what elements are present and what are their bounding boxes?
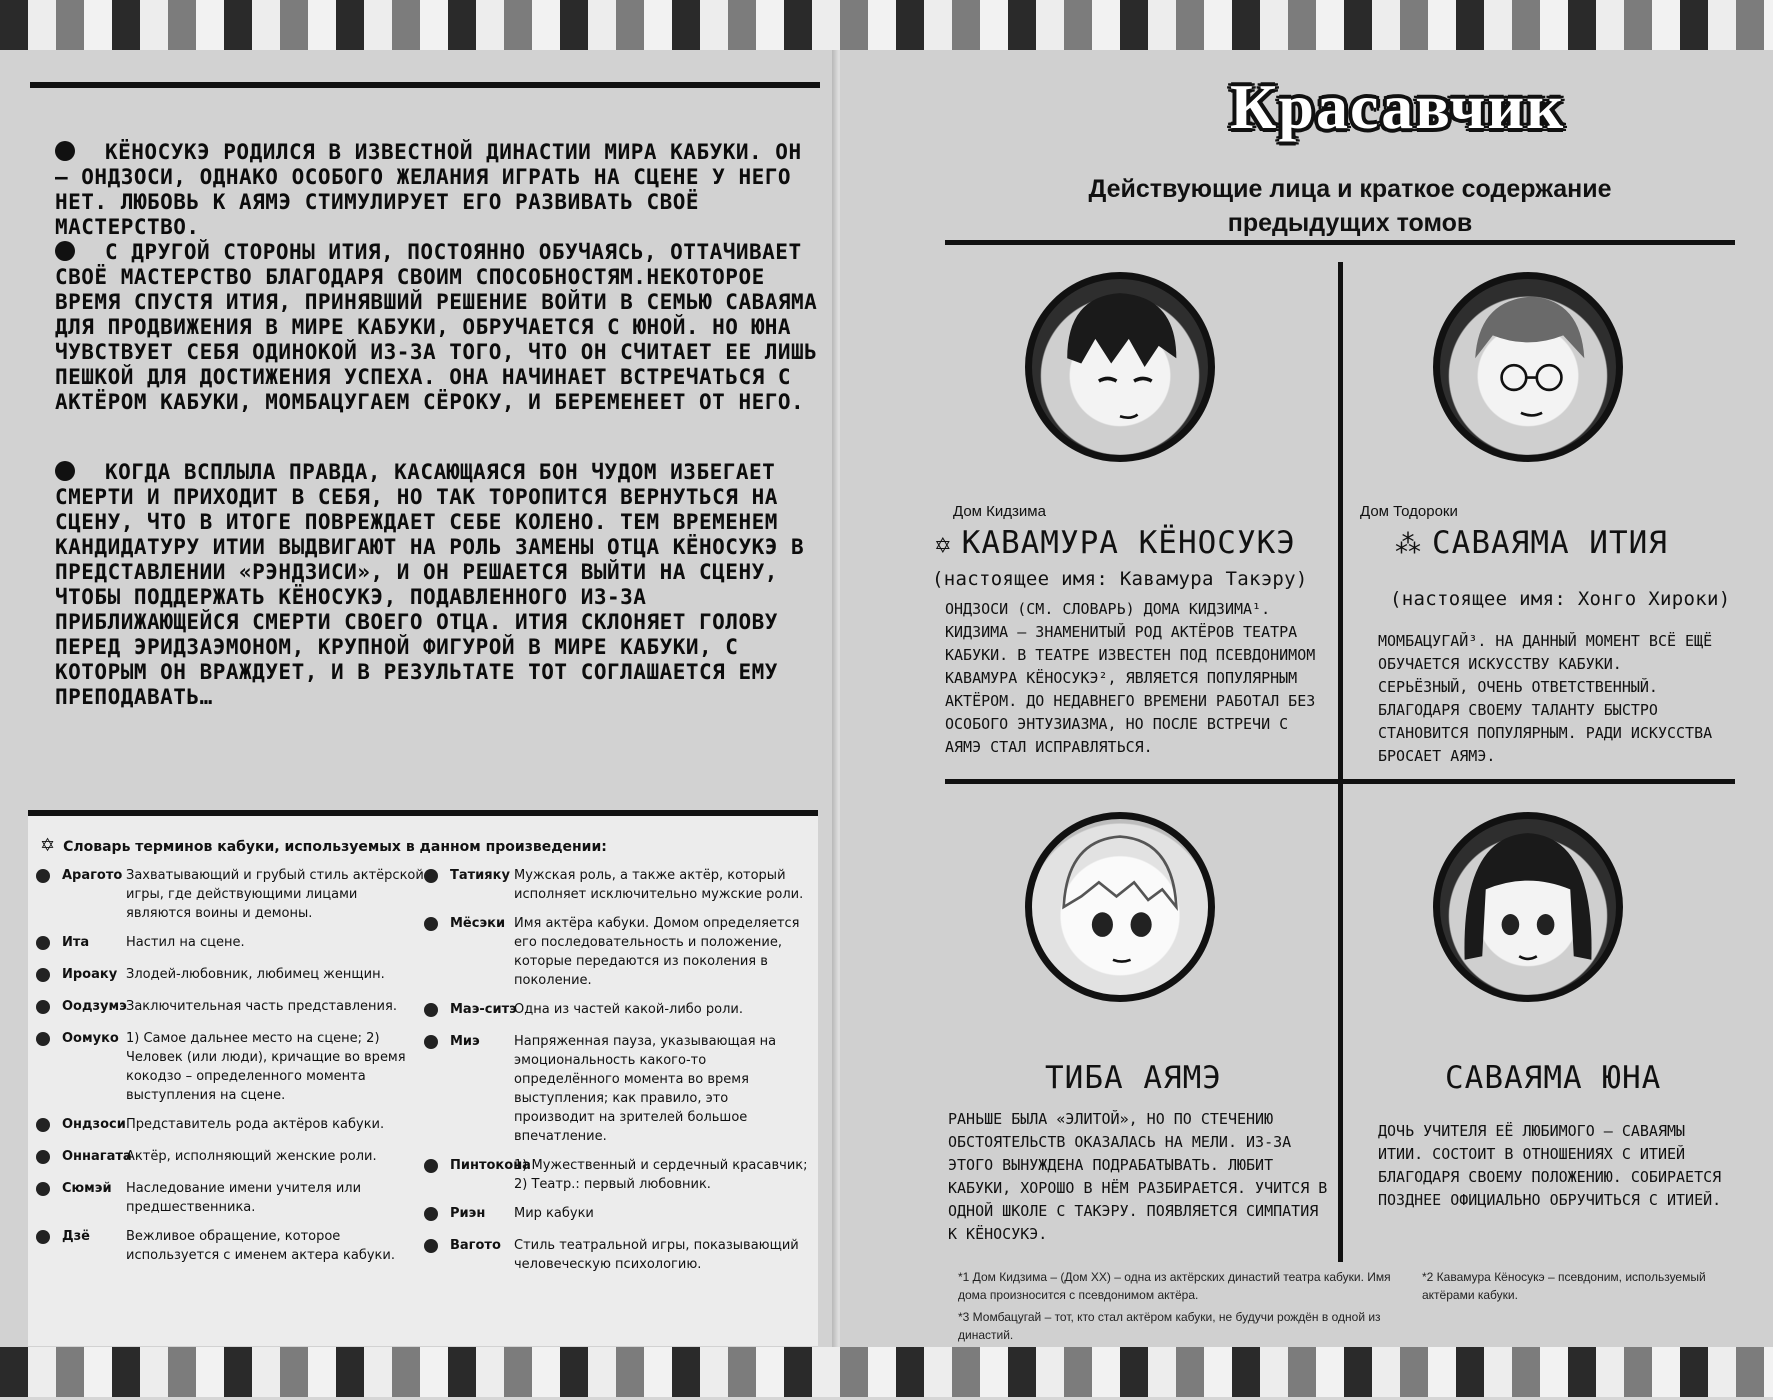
bullet-icon bbox=[36, 968, 50, 982]
bullet-icon bbox=[36, 1032, 50, 1046]
glossary-item: Дзё Вежливое обращение, которое используется с именем актера кабуки. bbox=[34, 1227, 424, 1265]
yuna-portrait bbox=[1433, 812, 1623, 1002]
character-description: ОНДЗОСИ (СМ. СЛОВАРЬ) ДОМА КИДЗИМА¹. КИДЗИМА – ЗНАМЕНИТЫЙ РОД АКТЁРОВ ТЕАТРА КАБУКИ. В ТЕАТРЕ ИЗВЕСТЕН ПОД ПСЕВДОНИМОМ КАВАМУРА КЁНОСУКЭ², ЯВЛЯЕТСЯ ПОПУЛЯРНЫМ АКТЁРОМ. ДО НЕДАВНЕГО ВРЕМЕНИ РАБОТАЛ БЕЗ ОСОБОГО ЭНТУЗИАЗМА, НО ПОСЛЕ ВСТРЕЧИ С АЯМЭ СТАЛ ИСПРАВЛЯТЬСЯ. bbox=[945, 600, 1316, 756]
bullet-icon bbox=[424, 1003, 438, 1017]
bullet-icon bbox=[424, 1239, 438, 1253]
glossary-column-1 bbox=[34, 866, 424, 1275]
glossary-item: Миэ Напряженная пауза, указывающая на эмоциональность какого-то определённого момента во время выступления; как правило, это производит на зрителей большое впечатление. bbox=[422, 1032, 812, 1146]
paragraph-text: КОГДА ВСПЛЫЛА ПРАВДА, КАСАЮЩАЯСЯ БОН ЧУДОМ ИЗБЕГАЕТ СМЕРТИ И ПРИХОДИТ В СЕБЯ, НО ТАК ТОРОПИТСЯ ВЕРНУТЬСЯ НА СЦЕНУ, ЧТО В ИТОГЕ ПОВРЕЖДАЕТ СЕБЕ КОЛЕНО. ТЕМ ВРЕМЕНЕМ КАНДИДАТУРУ ИТИИ ВЫДВИГАЮТ НА РОЛЬ ЗАМЕНЫ ОТЦА КЁНОСУКЭ В ПРЕДСТАВЛЕНИИ «РЭНДЗИСИ», И ОН РЕШАЕТСЯ ВЫЙТИ НА СЦЕНУ, ЧТОБЫ ПОДДЕРЖАТЬ КЁНОСУКЭ, ПОДАВЛЕННОГО ИЗ-ЗА ПРИБЛИЖАЮЩЕЙСЯ СМЕРТИ СВОЕГО ОТЦА. ИТИЯ СКЛОНЯЕТ ГОЛОВУ ПЕРЕД ЭРИДЗАЭМОНОМ, КРУПНОЙ ФИГУРОЙ В МИРЕ КАБУКИ, С КОТОРЫМ ОН ВРАЖДУЕТ, И В РЕЗУЛЬТАТЕ ТОТ СОГЛАШАЕТСЯ ЕМУ ПРЕПОДАВАТЬ… bbox=[55, 460, 805, 709]
glossary-item: Вагото Стиль театральной игры, показывающий человеческую психологию. bbox=[422, 1236, 812, 1274]
footnote-1: *1 Дом Кидзима – (Дом XX) – одна из актёрских династий театра кабуки. Имя дома произносится с псевдонимом актёра. bbox=[958, 1270, 1391, 1302]
summary-paragraph-2 bbox=[55, 240, 825, 415]
paragraph-text: КЁНОСУКЭ РОДИЛСЯ В ИЗВЕСТНОЙ ДИНАСТИИ МИРА КАБУКИ. ОН – ОНДЗОСИ, ОДНАКО ОСОБОГО ЖЕЛАНИЯ ИГРАТЬ НА СЦЕНЕ У НЕГО НЕТ. ЛЮБОВЬ К АЯМЭ СТИМУЛИРУЕТ ЕГО РАЗВИВАТЬ СВОЁ МАСТЕРСТВО. bbox=[55, 140, 802, 239]
character-name-ayame: ТИБА АЯМЭ bbox=[1045, 1060, 1222, 1096]
glossary-item: Мёсэки Имя актёра кабуки. Домом определяется его последовательность и положение, которые передаются из поколения в поколение. bbox=[422, 914, 812, 990]
character-description: РАНЬШЕ БЫЛА «ЭЛИТОЙ», НО ПО СТЕЧЕНИЮ ОБСТОЯТЕЛЬСТВ ОКАЗАЛАСЬ НА МЕЛИ. ИЗ-ЗА ЭТОГО ВЫНУЖДЕНА ПОДРАБАТЫВАТЬ. ЛЮБИТ КАБУКИ, ХОРОШО В НЁМ РАЗБИРАЕТСЯ. УЧИТСЯ В ОДНОЙ ШКОЛЕ С ТАКЭРУ. ПОЯВЛЯЕТСЯ СИМПАТИЯ К КЁНОСУКЭ. bbox=[948, 1110, 1328, 1243]
bullet-icon bbox=[424, 917, 438, 931]
glossary-item: Ондзоси Представитель рода актёров кабуки. bbox=[34, 1115, 424, 1137]
character-name-itiya: ⁂ САВАЯМА ИТИЯ bbox=[1395, 525, 1668, 561]
house-label: Дом Тодороки bbox=[1360, 503, 1458, 520]
bullet-icon bbox=[36, 1118, 50, 1132]
glossary-item: Оодзумэ Заключительная часть представления. bbox=[34, 997, 424, 1019]
bullet-icon bbox=[36, 1230, 50, 1244]
kyonosuke-portrait bbox=[1025, 272, 1215, 462]
bullet-icon bbox=[55, 461, 75, 481]
house-label: Дом Кидзима bbox=[953, 503, 1046, 520]
yuna-face-icon bbox=[1440, 819, 1616, 995]
character-name-yuna: САВАЯМА ЮНА bbox=[1445, 1060, 1662, 1096]
star-crest-icon: ✡ bbox=[935, 530, 952, 560]
cross-rule-top bbox=[945, 240, 1735, 245]
bottom-pattern-border bbox=[0, 1347, 1773, 1397]
footnote-3: *3 Момбацугай – тот, кто стал актёром кабуки, не будучи рождён в одной из династий. bbox=[958, 1310, 1381, 1342]
summary-paragraph-3 bbox=[55, 460, 825, 710]
real-name: (настоящее имя: Хонго Хироки) bbox=[1390, 588, 1731, 610]
glossary-item: Риэн Мир кабуки bbox=[422, 1204, 812, 1226]
top-pattern-border bbox=[0, 0, 1773, 50]
glossary-item: Сюмэй Наследование имени учителя или предшественника. bbox=[34, 1179, 424, 1217]
bullet-icon bbox=[36, 1150, 50, 1164]
series-title: Красавчик bbox=[1230, 71, 1566, 142]
glossary-item: Ироаку Злодей-любовник, любимец женщин. bbox=[34, 965, 424, 987]
bullet-icon bbox=[424, 1159, 438, 1173]
glossary-item: Оомуко 1) Самое дальнее место на сцене; 2) Человек (или люди), кричащие во время кокодзо – определенного момента выступления на сцене. bbox=[34, 1029, 424, 1105]
itiya-portrait bbox=[1433, 272, 1623, 462]
section-subtitle: Действующие лица и краткое содержание предыдущих томов bbox=[1088, 175, 1612, 237]
glossary-title: ✡ Словарь терминов кабуки, используемых в данном произведении: bbox=[40, 835, 607, 856]
itiya-face-icon bbox=[1440, 279, 1616, 455]
ayame-face-icon bbox=[1032, 819, 1208, 995]
cross-rule-middle bbox=[945, 779, 1735, 784]
character-description: ДОЧЬ УЧИТЕЛЯ ЕЁ ЛЮБИМОГО — САВАЯМЫ ИТИИ. СОСТОИТ В ОТНОШЕНИЯХ С ИТИЕЙ БЛАГОДАРЯ СВОЕМУ ПОЛОЖЕНИЮ. СОБИРАЕТСЯ ПОЗДНЕЕ ОФИЦИАЛЬНО ОБРУЧИТЬСЯ С ИТИЕЙ. bbox=[1378, 1122, 1722, 1209]
summary-paragraph-1 bbox=[55, 140, 825, 240]
glossary-item: Ита Настил на сцене. bbox=[34, 933, 424, 955]
kyonosuke-face-icon bbox=[1032, 279, 1208, 455]
footnote-2: *2 Кавамура Кёносукэ – псевдоним, используемый актёрами кабуки. bbox=[1422, 1270, 1706, 1302]
glossary-item: Татияку Мужская роль, а также актёр, который исполняет исключительно мужские роли. bbox=[422, 866, 812, 904]
character-description: МОМБАЦУГАЙ³. НА ДАННЫЙ МОМЕНТ ВСЁ ЕЩЁ ОБУЧАЕТСЯ ИСКУССТВУ КАБУКИ. СЕРЬЁЗНЫЙ, ОЧЕНЬ ОТВЕТСТВЕННЫЙ. БЛАГОДАРЯ СВОЕМУ ТАЛАНТУ БЫСТРО СТАНОВИТСЯ ПОПУЛЯРНЫМ. РАДИ ИСКУССТВА БРОСАЕТ АЯМЭ. bbox=[1378, 632, 1713, 765]
star-of-david-icon: ✡ bbox=[40, 835, 56, 856]
bullet-icon bbox=[424, 869, 438, 883]
triple-circle-crest-icon: ⁂ bbox=[1395, 530, 1422, 560]
paragraph-text: С ДРУГОЙ СТОРОНЫ ИТИЯ, ПОСТОЯННО ОБУЧАЯСЬ, ОТТАЧИВАЕТ СВОЁ МАСТЕРСТВО БЛАГОДАРЯ СВОИМ СПОСОБНОСТЯМ.НЕКОТОРОЕ ВРЕМЯ СПУСТЯ ИТИЯ, ПРИНЯВШИЙ РЕШЕНИЕ ВОЙТИ В СЕМЬЮ САВАЯМА ДЛЯ ПРОДВИЖЕНИЯ В МИРЕ КАБУКИ, ОБРУЧАЕТСЯ С ЮНОЙ. НО ЮНА ЧУВСТВУЕТ СЕБЯ ОДИНОКОЙ ИЗ-ЗА ТОГО, ЧТО ОН СЧИТАЕТ ЕЕ ЛИШЬ ПЕШКОЙ ДЛЯ ДОСТИЖЕНИЯ УСПЕХА. ОНА НАЧИНАЕТ ВСТРЕЧАТЬСЯ С АКТЁРОМ КАБУКИ, МОМБАЦУГАЕМ СЁРОКУ, И БЕРЕМЕНЕЕТ ОТ НЕГО. bbox=[55, 240, 818, 414]
cross-rule-vertical bbox=[1338, 262, 1343, 1262]
ayame-portrait bbox=[1025, 812, 1215, 1002]
top-rule bbox=[30, 82, 820, 88]
bullet-icon bbox=[36, 1182, 50, 1196]
glossary-box bbox=[28, 810, 818, 1346]
bullet-icon bbox=[36, 1000, 50, 1014]
bullet-icon bbox=[36, 936, 50, 950]
glossary-item: Маэ-ситэ Одна из частей какой-либо роли. bbox=[422, 1000, 812, 1022]
bullet-icon bbox=[55, 241, 75, 261]
bullet-icon bbox=[36, 869, 50, 883]
glossary-item: Арагото Захватывающий и грубый стиль актёрской игры, где действующими лицами являются воины и демоны. bbox=[34, 866, 424, 923]
character-name-kyonosuke: ✡ КАВАМУРА КЁНОСУКЭ bbox=[935, 525, 1296, 561]
bullet-icon bbox=[424, 1207, 438, 1221]
real-name: (настоящее имя: Кавамура Такэру) bbox=[932, 568, 1308, 590]
glossary-item: Оннагата Актёр, исполняющий женские роли. bbox=[34, 1147, 424, 1169]
glossary-column-2 bbox=[422, 866, 812, 1284]
glossary-item: Пинтокона 1) Мужественный и сердечный красавчик; 2) Театр.: первый любовник. bbox=[422, 1156, 812, 1194]
bullet-icon bbox=[55, 141, 75, 161]
bullet-icon bbox=[424, 1035, 438, 1049]
